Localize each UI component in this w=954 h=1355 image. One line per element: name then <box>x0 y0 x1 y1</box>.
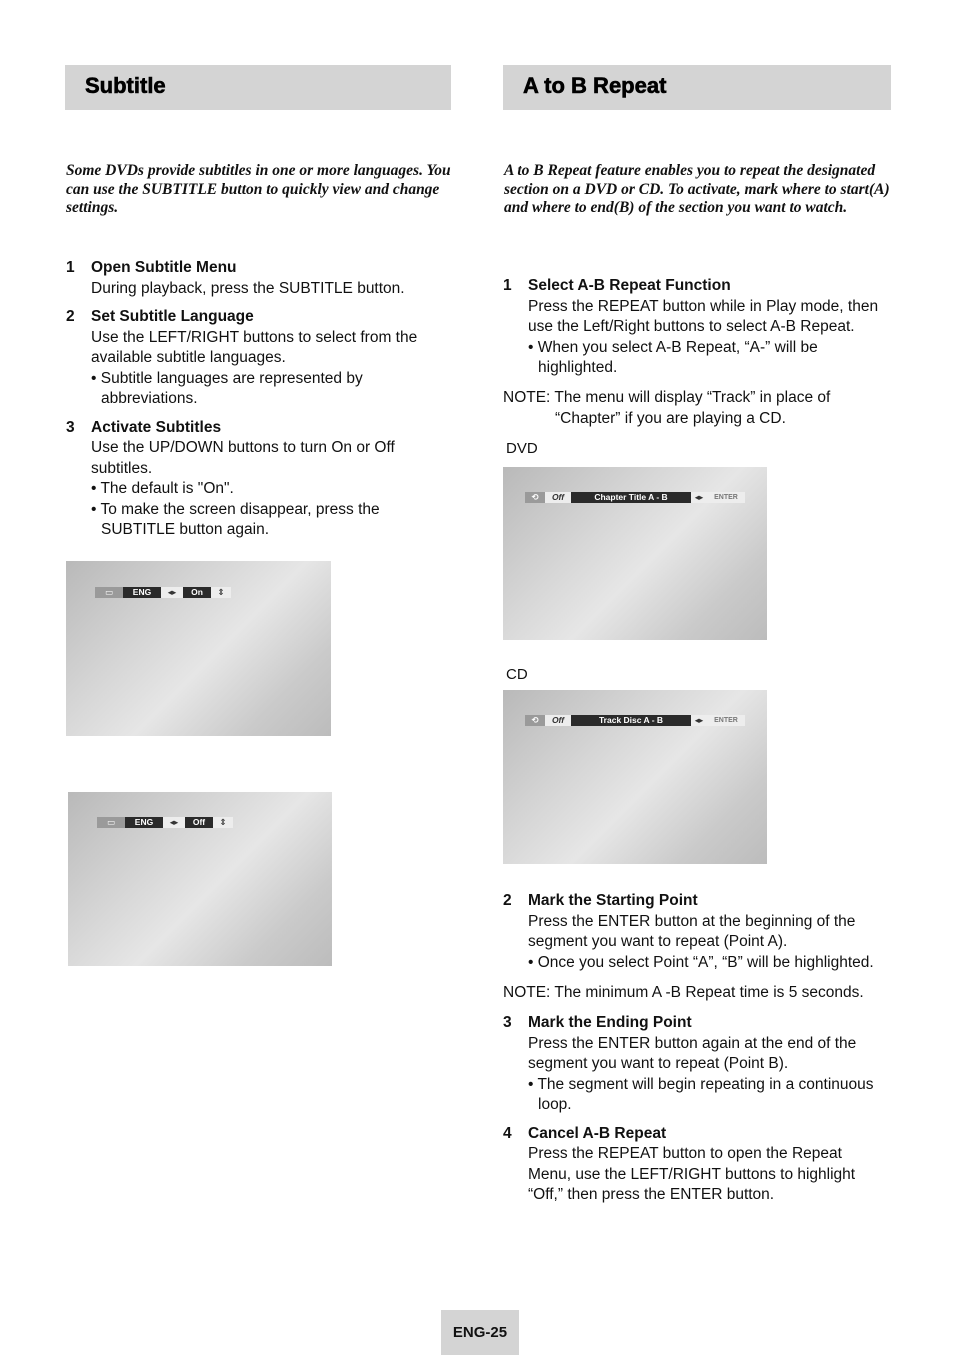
subtitle-osd-bar <box>97 817 233 828</box>
subtitle-step-1 <box>66 258 446 299</box>
step-body: Press the ENTER button at the beginning of the segment you want to repeat (Point A). <box>528 912 856 950</box>
ab-step-4 <box>503 1124 888 1206</box>
repeat-icon: ⟲ <box>525 715 545 726</box>
step-body: Use the LEFT/RIGHT buttons to select from the available subtitle languages. <box>91 328 418 366</box>
up-down-arrows-icon: ⇕ <box>213 817 233 828</box>
step-title: Mark the Ending Point <box>528 1014 692 1031</box>
enter-hint: ENTER <box>707 715 745 726</box>
subtitle-section-title: Subtitle <box>65 65 451 110</box>
left-right-arrows-icon: ◂▸ <box>691 492 707 503</box>
step-title: Activate Subtitles <box>91 418 222 436</box>
ab-repeat-steps-3-4 <box>503 1013 888 1214</box>
page-number: ENG-25 <box>441 1310 519 1355</box>
subtitle-step-2 <box>66 307 446 410</box>
subtitle-state: Off <box>185 817 213 828</box>
step-number: 2 <box>66 308 75 325</box>
step-bullet: • The default is "On". <box>91 480 234 497</box>
repeat-off-value: Off <box>545 715 571 726</box>
subtitle-state: On <box>183 587 211 598</box>
ab-repeat-intro: A to B Repeat feature enables you to repeat the designated section on a DVD or CD. To activate, mark where to start(A) and where to end(B) of the section you want to watch. <box>504 162 890 216</box>
repeat-options: Track Disc A - B <box>571 715 691 726</box>
ab-repeat-section-title: A to B Repeat <box>503 65 891 110</box>
subtitle-intro: Some DVDs provide subtitles in one or more languages. You can use the SUBTITLE button to quickly view and change settings. <box>66 162 451 216</box>
ab-note-cd <box>503 388 893 429</box>
step-body: During playback, press the SUBTITLE button. <box>91 279 405 297</box>
dvd-repeat-screen <box>503 467 767 640</box>
step-number: 3 <box>66 418 75 436</box>
left-right-arrows-icon: ◂▸ <box>163 817 185 828</box>
step-bullet: • When you select A-B Repeat, “A-” will be highlighted. <box>528 338 818 376</box>
step-title: Set Subtitle Language <box>91 308 254 325</box>
left-right-arrows-icon: ◂▸ <box>691 715 707 726</box>
subtitle-step-3 <box>66 418 446 541</box>
note-line: NOTE: The menu will display “Track” in place of <box>503 389 831 406</box>
subtitle-steps <box>66 258 446 549</box>
step-title: Select A-B Repeat Function <box>528 277 731 294</box>
repeat-off-value: Off <box>545 492 571 503</box>
repeat-osd-bar <box>525 492 745 503</box>
step-body: Press the REPEAT button while in Play mode, then use the Left/Right buttons to select A-B Repeat. <box>528 297 879 335</box>
repeat-osd-bar <box>525 715 745 726</box>
step-body: Press the ENTER button again at the end of the segment you want to repeat (Point B). <box>528 1034 857 1072</box>
step-number: 1 <box>66 259 75 276</box>
step-number: 1 <box>503 277 512 294</box>
cd-repeat-screen <box>503 690 767 864</box>
ab-repeat-step1-list <box>503 276 888 387</box>
ab-step-2 <box>503 891 893 973</box>
enter-hint: ENTER <box>707 492 745 503</box>
ab-repeat-step2-list <box>503 891 893 981</box>
step-bullet: • To make the screen disappear, press the SUBTITLE button again. <box>91 500 380 538</box>
step-bullet: • The segment will begin repeating in a continuous loop. <box>528 1075 874 1113</box>
subtitle-icon: ▭ <box>95 587 123 598</box>
ab-note-minimum: NOTE: The minimum A -B Repeat time is 5 seconds. <box>503 984 864 1001</box>
repeat-icon: ⟲ <box>525 492 545 503</box>
subtitle-icon: ▭ <box>97 817 125 828</box>
step-number: 4 <box>503 1124 512 1142</box>
language-value: ENG <box>125 817 163 828</box>
step-number: 3 <box>503 1014 512 1031</box>
ab-step-3 <box>503 1013 888 1116</box>
cd-label: CD <box>506 666 528 683</box>
step-title: Open Subtitle Menu <box>91 259 237 276</box>
step-title: Cancel A-B Repeat <box>528 1124 667 1142</box>
step-body: Press the REPEAT button to open the Repeat Menu, use the LEFT/RIGHT buttons to highlight “Off,” then press the ENTER button. <box>528 1145 856 1203</box>
step-title: Mark the Starting Point <box>528 892 698 909</box>
step-bullet: • Once you select Point “A”, “B” will be highlighted. <box>528 953 874 971</box>
subtitle-off-screen <box>68 792 332 966</box>
up-down-arrows-icon: ⇕ <box>211 587 231 598</box>
subtitle-on-screen <box>66 561 331 736</box>
language-value: ENG <box>123 587 161 598</box>
note-line: “Chapter” if you are playing a CD. <box>555 409 786 427</box>
step-number: 2 <box>503 892 512 909</box>
left-right-arrows-icon: ◂▸ <box>161 587 183 598</box>
repeat-options: Chapter Title A - B <box>571 492 691 503</box>
ab-step-1 <box>503 276 888 379</box>
subtitle-osd-bar <box>95 587 231 598</box>
dvd-label: DVD <box>506 440 538 457</box>
step-bullet: • Subtitle languages are represented by abbreviations. <box>91 369 363 407</box>
step-body: Use the UP/DOWN buttons to turn On or Off subtitles. <box>91 439 395 477</box>
